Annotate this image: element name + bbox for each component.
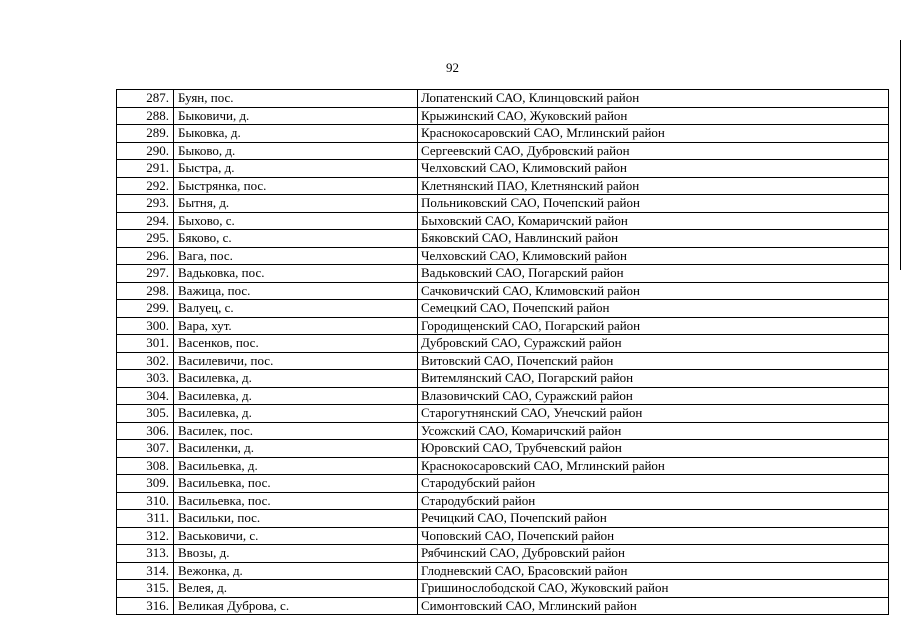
table-row (117, 230, 889, 248)
settlement-name-cell: Валуец, с. (174, 300, 418, 318)
row-number-cell: 301. (117, 335, 174, 353)
row-number-cell: 303. (117, 370, 174, 388)
administrative-area-cell: Симонтовский САО, Мглинский район (418, 597, 889, 615)
administrative-area-cell: Быховский САО, Комаричский район (418, 212, 889, 230)
administrative-area-cell: Стародубский район (418, 475, 889, 493)
administrative-area-cell: Сергеевский САО, Дубровский район (418, 142, 889, 160)
table-row (117, 597, 889, 615)
table-row (117, 580, 889, 598)
settlement-table (116, 89, 889, 615)
settlement-name-cell: Быстра, д. (174, 160, 418, 178)
table-row (117, 195, 889, 213)
table-row (117, 440, 889, 458)
table-row (117, 492, 889, 510)
settlement-name-cell: Быстрянка, пос. (174, 177, 418, 195)
row-number-cell: 311. (117, 510, 174, 528)
row-number-cell: 297. (117, 265, 174, 283)
table-row (117, 247, 889, 265)
administrative-area-cell: Усожский САО, Комаричский район (418, 422, 889, 440)
table-row (117, 457, 889, 475)
administrative-area-cell: Влазовичский САО, Суражский район (418, 387, 889, 405)
settlement-name-cell: Васильевка, пос. (174, 492, 418, 510)
row-number-cell: 315. (117, 580, 174, 598)
row-number-cell: 288. (117, 107, 174, 125)
settlement-name-cell: Быковка, д. (174, 125, 418, 143)
table-row (117, 212, 889, 230)
administrative-area-cell: Краснокосаровский САО, Мглинский район (418, 125, 889, 143)
table-row (117, 335, 889, 353)
administrative-area-cell: Бяковский САО, Навлинский район (418, 230, 889, 248)
row-number-cell: 287. (117, 90, 174, 108)
settlement-name-cell: Ввозы, д. (174, 545, 418, 563)
row-number-cell: 298. (117, 282, 174, 300)
settlement-name-cell: Велея, д. (174, 580, 418, 598)
settlement-name-cell: Васильевка, д. (174, 457, 418, 475)
administrative-area-cell: Старогутнянский САО, Унечский район (418, 405, 889, 423)
row-number-cell: 309. (117, 475, 174, 493)
table-row (117, 282, 889, 300)
settlement-name-cell: Васенков, пос. (174, 335, 418, 353)
administrative-area-cell: Речицкий САО, Почепский район (418, 510, 889, 528)
row-number-cell: 300. (117, 317, 174, 335)
administrative-area-cell: Сачковичский САО, Климовский район (418, 282, 889, 300)
administrative-area-cell: Стародубский район (418, 492, 889, 510)
table-row (117, 125, 889, 143)
table-row (117, 142, 889, 160)
settlement-name-cell: Василевичи, пос. (174, 352, 418, 370)
page-number: 92 (446, 60, 459, 75)
table-row (117, 510, 889, 528)
settlement-name-cell: Васьковичи, с. (174, 527, 418, 545)
settlement-name-cell: Василевка, д. (174, 387, 418, 405)
row-number-cell: 294. (117, 212, 174, 230)
administrative-area-cell: Вадьковский САО, Погарский район (418, 265, 889, 283)
administrative-area-cell: Польниковский САО, Почепский район (418, 195, 889, 213)
table-row (117, 475, 889, 493)
row-number-cell: 314. (117, 562, 174, 580)
row-number-cell: 312. (117, 527, 174, 545)
administrative-area-cell: Гришинослободской САО, Жуковский район (418, 580, 889, 598)
row-number-cell: 293. (117, 195, 174, 213)
settlement-name-cell: Важица, пос. (174, 282, 418, 300)
settlement-name-cell: Быковичи, д. (174, 107, 418, 125)
row-number-cell: 308. (117, 457, 174, 475)
settlement-name-cell: Вадьковка, пос. (174, 265, 418, 283)
table-row (117, 352, 889, 370)
settlement-name-cell: Василевка, д. (174, 405, 418, 423)
row-number-cell: 302. (117, 352, 174, 370)
administrative-area-cell: Крыжинский САО, Жуковский район (418, 107, 889, 125)
administrative-area-cell: Клетнянский ПАО, Клетнянский район (418, 177, 889, 195)
table-row (117, 405, 889, 423)
administrative-area-cell: Челховский САО, Климовский район (418, 160, 889, 178)
table-row (117, 422, 889, 440)
administrative-area-cell: Городищенский САО, Погарский район (418, 317, 889, 335)
table-row (117, 265, 889, 283)
row-number-cell: 299. (117, 300, 174, 318)
row-number-cell: 292. (117, 177, 174, 195)
table-row (117, 300, 889, 318)
row-number-cell: 304. (117, 387, 174, 405)
row-number-cell: 291. (117, 160, 174, 178)
settlement-name-cell: Вежонка, д. (174, 562, 418, 580)
settlement-name-cell: Васильки, пос. (174, 510, 418, 528)
row-number-cell: 305. (117, 405, 174, 423)
table-row (117, 90, 889, 108)
settlement-name-cell: Василек, пос. (174, 422, 418, 440)
settlement-name-cell: Великая Дуброва, с. (174, 597, 418, 615)
row-number-cell: 295. (117, 230, 174, 248)
settlement-name-cell: Быхово, с. (174, 212, 418, 230)
settlement-name-cell: Буян, пос. (174, 90, 418, 108)
administrative-area-cell: Чоповский САО, Почепский район (418, 527, 889, 545)
administrative-area-cell: Семецкий САО, Почепский район (418, 300, 889, 318)
table-row (117, 160, 889, 178)
row-number-cell: 289. (117, 125, 174, 143)
administrative-area-cell: Витемлянский САО, Погарский район (418, 370, 889, 388)
settlement-name-cell: Василевка, д. (174, 370, 418, 388)
row-number-cell: 307. (117, 440, 174, 458)
row-number-cell: 306. (117, 422, 174, 440)
table-row (117, 527, 889, 545)
page-edge-line (900, 40, 901, 270)
administrative-area-cell: Юровский САО, Трубчевский район (418, 440, 889, 458)
settlement-name-cell: Василенки, д. (174, 440, 418, 458)
administrative-area-cell: Глодневский САО, Брасовский район (418, 562, 889, 580)
table-row (117, 545, 889, 563)
administrative-area-cell: Краснокосаровский САО, Мглинский район (418, 457, 889, 475)
administrative-area-cell: Витовский САО, Почепский район (418, 352, 889, 370)
administrative-area-cell: Дубровский САО, Суражский район (418, 335, 889, 353)
table-row (117, 387, 889, 405)
row-number-cell: 296. (117, 247, 174, 265)
administrative-area-cell: Рябчинский САО, Дубровский район (418, 545, 889, 563)
table-row (117, 317, 889, 335)
settlement-name-cell: Вага, пос. (174, 247, 418, 265)
row-number-cell: 310. (117, 492, 174, 510)
row-number-cell: 290. (117, 142, 174, 160)
settlement-name-cell: Бяково, с. (174, 230, 418, 248)
administrative-area-cell: Лопатенский САО, Клинцовский район (418, 90, 889, 108)
settlement-name-cell: Вара, хут. (174, 317, 418, 335)
table-row (117, 107, 889, 125)
settlement-table-body (117, 90, 889, 615)
table-row (117, 177, 889, 195)
settlement-name-cell: Бытня, д. (174, 195, 418, 213)
row-number-cell: 316. (117, 597, 174, 615)
settlement-name-cell: Быково, д. (174, 142, 418, 160)
settlement-name-cell: Васильевка, пос. (174, 475, 418, 493)
row-number-cell: 313. (117, 545, 174, 563)
table-row (117, 562, 889, 580)
administrative-area-cell: Челховский САО, Климовский район (418, 247, 889, 265)
table-row (117, 370, 889, 388)
